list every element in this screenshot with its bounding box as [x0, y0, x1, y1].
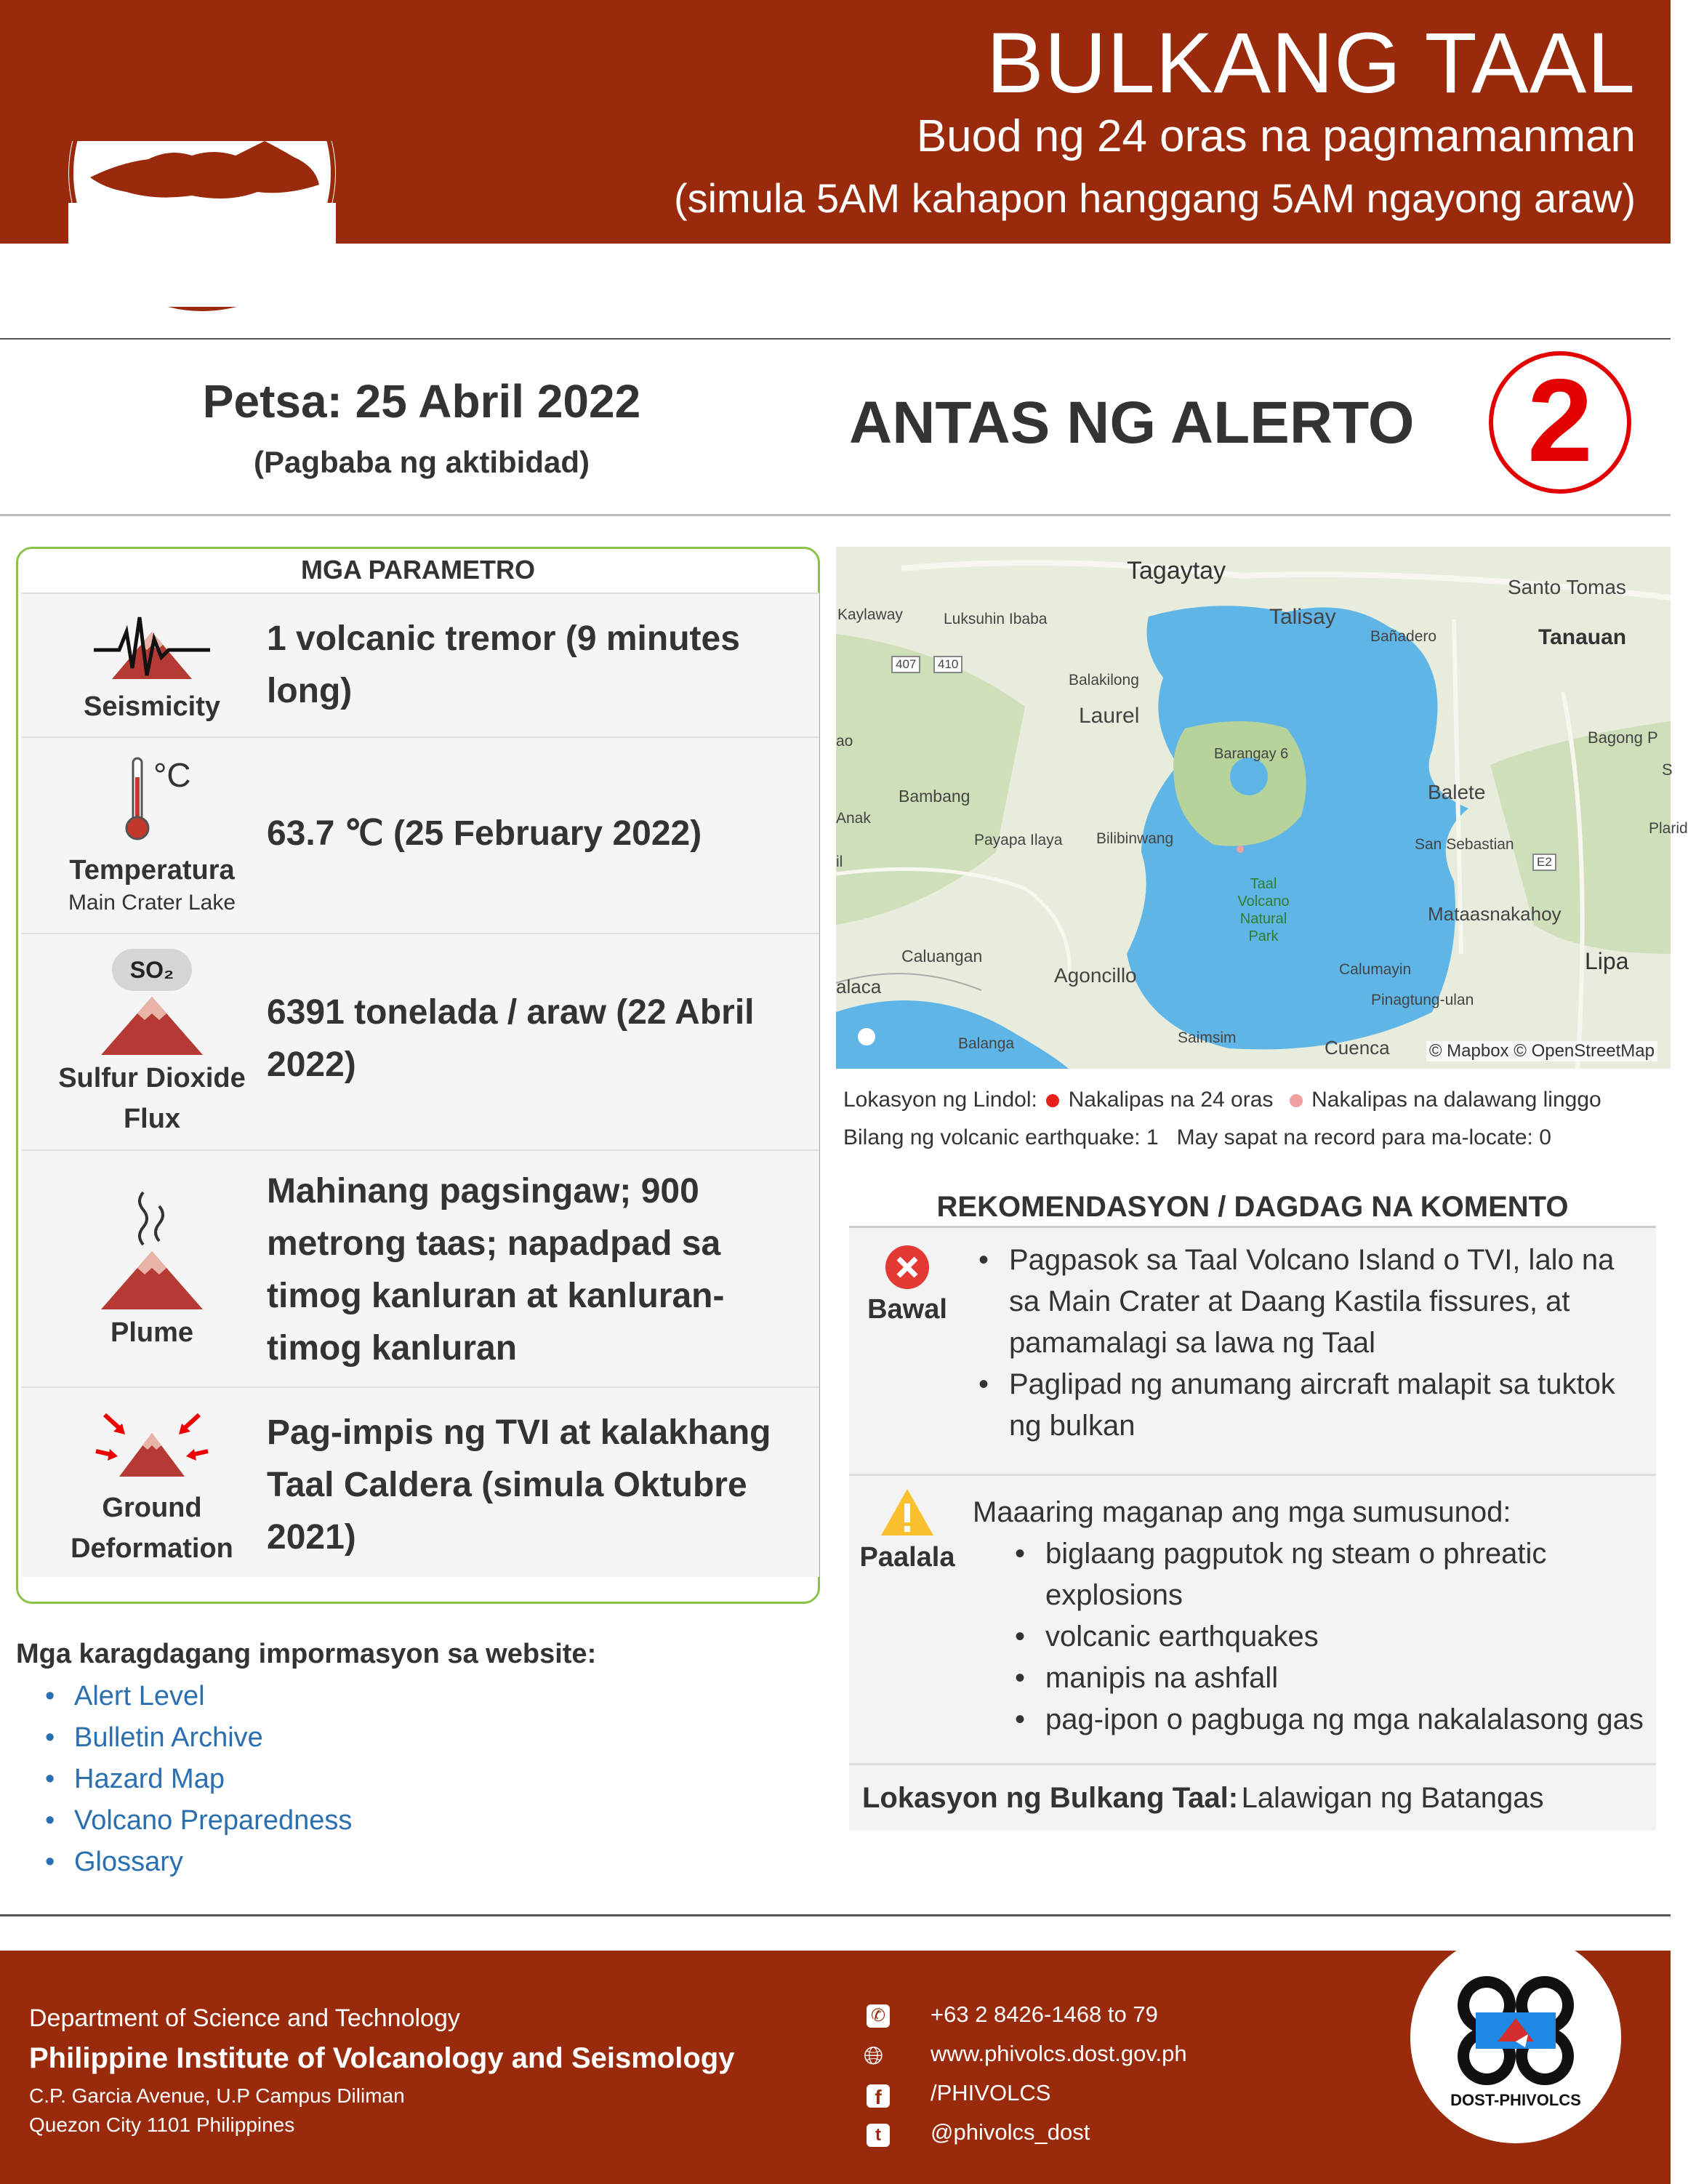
older-quake-dot-icon: [1290, 1094, 1303, 1107]
alert-level-badge: 2: [1489, 351, 1631, 494]
deformation-label: Ground Deformation: [71, 1493, 233, 1564]
list-item: • Pagpasok sa Taal Volcano Island o TVI, lalo na sa Main Crater at Daang Kastila fissures, at pamamalagi sa lawa ng Taal: [978, 1244, 1615, 1359]
map-label: Barangay 6: [1214, 746, 1289, 762]
page-subtitle-period: (simula 5AM kahapon hanggang 5AM ngayong araw): [673, 175, 1636, 221]
map-attribution[interactable]: © Mapbox © OpenStreetMap: [1426, 1041, 1657, 1061]
map-label: Saimsim: [1178, 1029, 1237, 1046]
map-label: Plarid: [1649, 820, 1688, 837]
map-label: Balanga: [958, 1035, 1015, 1052]
seismicity-value: 1 volcanic tremor (9 minutes long): [267, 619, 740, 710]
plume-value: Mahinang pagsingaw; 900 metrong taas; napadpad sa timog kanluran at kanluran-timog kanluran: [267, 1172, 725, 1368]
divider: [0, 514, 1671, 516]
road-shield: E2: [1532, 854, 1556, 871]
thermometer-icon: [116, 755, 159, 843]
prohibited-icon: [884, 1244, 931, 1290]
plume-label: Plume: [110, 1317, 194, 1348]
so2-value: 6391 tonelada / araw (22 Abril 2022): [267, 993, 755, 1084]
legend-recent: Nakalipas na 24 oras: [1068, 1088, 1274, 1112]
globe-search-icon: 🌐︎: [864, 2042, 884, 2070]
location-value: Lalawigan ng Batangas: [1241, 1782, 1544, 1814]
paalala-intro: Maaaring maganap ang mga sumusunod:: [973, 1496, 1511, 1528]
ground-deformation-icon: [90, 1404, 214, 1484]
map-label-laurel: Laurel: [1079, 704, 1140, 728]
map-label: Bambang: [899, 787, 970, 806]
map-label: Calumayin: [1339, 961, 1412, 978]
earthquake-count: Bilang ng volcanic earthquake: 1 May sapat na record para ma-locate: 0: [843, 1125, 1551, 1149]
road-shield: 407: [891, 656, 920, 673]
reco-bawal: [849, 1228, 1656, 1474]
map-label-agoncillo: Agoncillo: [1054, 964, 1137, 987]
location-label: Lokasyon ng Bulkang Taal:: [862, 1782, 1239, 1814]
map-label: Bañadero: [1370, 628, 1437, 645]
reco-paalala: [849, 1474, 1656, 1765]
link-glossary[interactable]: • Glossary: [45, 1847, 183, 1877]
map-label: Mataasnakahoy: [1428, 903, 1562, 925]
parameter-row-plume: [21, 1149, 819, 1388]
seal-text: DOST-PHIVOLCS: [1450, 2091, 1581, 2109]
dost-phivolcs-seal: [1410, 1932, 1621, 2143]
phivolcs-logo-icon: [1410, 1932, 1621, 2143]
earthquake-location-map[interactable]: [836, 547, 1688, 1069]
deformation-value: Pag-impis ng TVI at kalakhang Taal Caldera (simula Oktubre 2021): [267, 1413, 771, 1557]
so2-label: Sulfur Dioxide Flux: [58, 1063, 246, 1134]
list-item: • biglaang pagputok ng steam o phreatic explosions: [1015, 1538, 1547, 1611]
map-label-lipa: Lipa: [1585, 948, 1629, 974]
recent-quake-dot-icon: [1046, 1094, 1059, 1107]
list-item: • pag-ipon o pagbuga ng mga nakalalasong gas: [1015, 1703, 1644, 1735]
temperature-value: 63.7 ℃ (25 February 2022): [267, 814, 702, 853]
map-label-tanauan: Tanauan: [1538, 625, 1627, 649]
recommendation-heading: REKOMENDASYON / DAGDAG NA KOMENTO: [936, 1191, 1569, 1223]
map-label: Payapa Ilaya: [974, 832, 1063, 848]
footer-address-1: C.P. Garcia Avenue, U.P Campus Diliman: [29, 2084, 405, 2107]
phone-icon: ✆: [867, 2004, 890, 2028]
map-label: alaca: [836, 976, 882, 997]
map-label: Bagong P: [1588, 728, 1658, 747]
map-label-tagaytay: Tagaytay: [1127, 557, 1226, 585]
map-label: S: [1662, 760, 1673, 779]
parameter-row-seismicity: [21, 593, 819, 738]
so2-cloud-badge: SO₂: [112, 949, 192, 991]
map-label: Cuenca: [1325, 1037, 1390, 1059]
footer-twitter[interactable]: @phivolcs_dost: [931, 2119, 1090, 2145]
taal-volcano-logo: [64, 35, 340, 311]
list-item: • Paglipad ng anumang aircraft malapit sa tuktok ng bulkan: [978, 1368, 1615, 1442]
map-label: Kaylaway: [837, 606, 903, 623]
more-info-heading: Mga karagdagang impormasyon sa website:: [16, 1639, 597, 1669]
temperature-label: Temperatura: [69, 855, 235, 886]
footer-institute: Philippine Institute of Volcanology and Seismology: [29, 2042, 735, 2074]
temperature-sublabel: Main Crater Lake: [68, 891, 236, 915]
parameter-row-temperature: [21, 736, 819, 934]
footer-facebook[interactable]: /PHIVOLCS: [931, 2080, 1051, 2105]
parameters-panel: [16, 547, 820, 1604]
parameter-row-so2: [21, 933, 819, 1151]
footer-address-2: Quezon City 1101 Philippines: [29, 2113, 295, 2136]
map-label: Balakilong: [1069, 672, 1139, 688]
list-item: • volcanic earthquakes: [1015, 1621, 1319, 1653]
footer-website[interactable]: www.phivolcs.dost.gov.ph: [931, 2041, 1187, 2066]
map-label: ao: [836, 733, 853, 750]
celsius-unit: °C: [153, 756, 191, 794]
list-item: • manipis na ashfall: [1015, 1662, 1279, 1694]
map-label: Pinagtung-ulan: [1371, 992, 1474, 1008]
map-label-balete: Balete: [1428, 781, 1486, 803]
map-label: Caluangan: [901, 947, 983, 965]
facebook-icon: f: [867, 2084, 890, 2108]
link-volcano-preparedness[interactable]: • Volcano Preparedness: [45, 1805, 353, 1836]
page-title: BULKANG TAAL: [986, 15, 1636, 111]
link-bulletin-archive[interactable]: • Bulletin Archive: [45, 1722, 263, 1753]
map-label: il: [836, 854, 843, 870]
activity-trend: (Pagbaba ng aktibidad): [253, 445, 590, 479]
parameters-heading: MGA PARAMETRO: [301, 555, 535, 585]
map-label: Bilibinwang: [1096, 830, 1174, 847]
divider: [0, 1914, 1671, 1916]
volcano-island-icon: [68, 39, 336, 307]
paalala-label: Paalala: [859, 1542, 955, 1573]
map-label-park: Taal Volcano Natural Park: [1237, 876, 1290, 944]
map-label: Luksuhin Ibaba: [944, 611, 1048, 627]
steam-icon: [130, 1190, 174, 1248]
legend-label: Lokasyon ng Lindol:: [843, 1088, 1037, 1112]
alert-level-label: ANTAS NG ALERTO: [849, 390, 1415, 456]
map-label: Anak: [836, 810, 871, 827]
footer-department: Department of Science and Technology: [29, 2004, 460, 2032]
seismograph-icon: [90, 610, 214, 683]
map-label: San Sebastian: [1415, 836, 1514, 853]
bulletin-date: Petsa: 25 Abril 2022: [202, 375, 641, 427]
link-hazard-map[interactable]: • Hazard Map: [45, 1764, 225, 1794]
volcano-icon: [97, 991, 206, 1056]
earthquake-legend: [843, 1088, 1601, 1112]
volcano-icon: [97, 1245, 206, 1311]
road-shield: 410: [933, 656, 962, 673]
map-label: Santo Tomas: [1508, 576, 1626, 598]
map-label-talisay: Talisay: [1269, 605, 1336, 629]
page-subtitle: Buod ng 24 oras na pagmamanman: [916, 111, 1636, 161]
volcano-location: [849, 1763, 1656, 1831]
twitter-icon: t: [867, 2124, 890, 2147]
seismicity-label: Seismicity: [84, 691, 220, 722]
bawal-label: Bawal: [867, 1294, 947, 1325]
link-alert-level[interactable]: • Alert Level: [45, 1681, 205, 1711]
parameter-row-deformation: [21, 1386, 819, 1577]
footer-phone[interactable]: +63 2 8426-1468 to 79: [931, 2002, 1158, 2027]
legend-two-weeks: Nakalipas na dalawang linggo: [1311, 1088, 1601, 1112]
warning-icon: [878, 1486, 936, 1538]
